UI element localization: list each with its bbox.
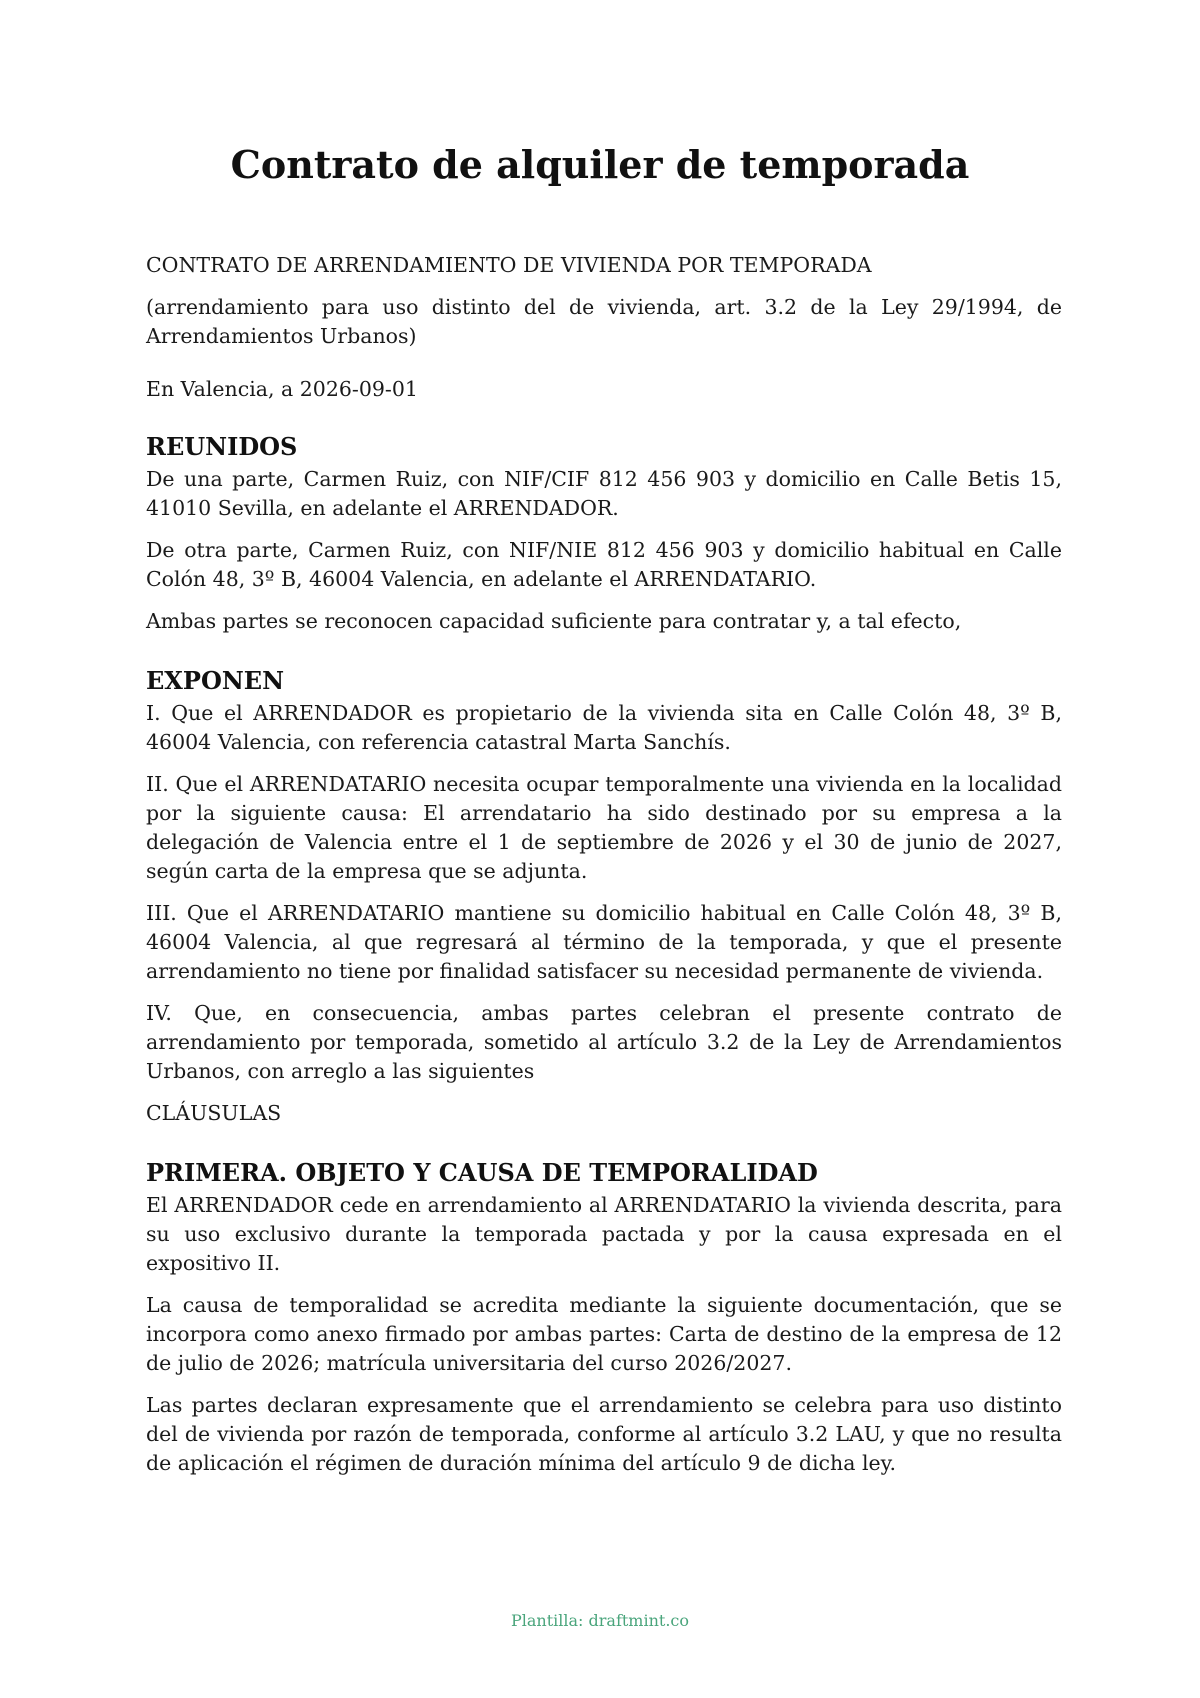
paragraph-primera-declaracion: Las partes declaran expresamente que el arrendamiento se celebra para uso distinto del de vivienda por razón de temporada, conforme al artículo 3.2 LAU, y que no resulta de aplicación el régimen de duración mínima del artículo 9 de dicha ley.	[146, 1393, 1062, 1475]
paragraph-arrendatario: De otra parte, Carmen Ruiz, con NIF/NIE 812 456 903 y domicilio habitual en Calle Colón 48, 3º B, 46004 Valencia, en adelante el ARRENDATARIO.	[146, 538, 1062, 591]
contract-header-line: CONTRATO DE ARRENDAMIENTO DE VIVIENDA POR TEMPORADA	[146, 253, 872, 277]
section-heading-primera: PRIMERA. OBJETO Y CAUSA DE TEMPORALIDAD	[146, 1158, 818, 1187]
paragraph-arrendador: De una parte, Carmen Ruiz, con NIF/CIF 812 456 903 y domicilio en Calle Betis 15, 41010 Sevilla, en adelante el ARRENDADOR.	[146, 467, 1062, 520]
paragraph-exponen-ii: II. Que el ARRENDATARIO necesita ocupar temporalmente una vivienda en la localidad por la siguiente causa: El arrendatario ha sido destinado por su empresa a la delegación de Valencia entre el 1 de septiembre de 2026 y el 30 de junio de 2027, según carta de la empresa que se adjunta.	[146, 772, 1062, 883]
document-body	[146, 251, 1062, 1491]
document-title: Contrato de alquiler de temporada	[230, 142, 970, 187]
section-heading-exponen: EXPONEN	[146, 666, 285, 695]
contract-subtitle: (arrendamiento para uso distinto del de vivienda, art. 3.2 de la Ley 29/1994, de Arrendamientos Urbanos)	[146, 295, 1062, 348]
clausulas-label: CLÁUSULAS	[146, 1101, 282, 1125]
paragraph-exponen-iv: IV. Que, en consecuencia, ambas partes celebran el presente contrato de arrendamiento por temporada, sometido al artículo 3.2 de la Ley de Arrendamientos Urbanos, con arreglo a las siguientes	[146, 1001, 1062, 1083]
paragraph-capacidad: Ambas partes se reconocen capacidad suficiente para contratar y, a tal efecto,	[146, 609, 962, 633]
paragraph-primera-objeto: El ARRENDADOR cede en arrendamiento al ARRENDATARIO la vivienda descrita, para su uso exclusivo durante la temporada pactada y por la causa expresada en el expositivo II.	[146, 1193, 1062, 1275]
footer-template-link[interactable]: Plantilla: draftmint.co	[510, 1611, 689, 1630]
paragraph-exponen-iii: III. Que el ARRENDATARIO mantiene su domicilio habitual en Calle Colón 48, 3º B, 46004 Valencia, al que regresará al término de la temporada, y que el presente arrendamiento no tiene por finalidad satisfacer su necesidad permanente de vivienda.	[146, 901, 1062, 983]
paragraph-primera-causa: La causa de temporalidad se acredita mediante la siguiente documentación, que se incorpora como anexo firmado por ambas partes: Carta de destino de la empresa de 12 de julio de 2026; matrícula universitaria del curso 2026/2027.	[146, 1293, 1062, 1375]
place-date: En Valencia, a 2026-09-01	[146, 377, 418, 401]
paragraph-exponen-i: I. Que el ARRENDADOR es propietario de la vivienda sita en Calle Colón 48, 3º B, 46004 Valencia, con referencia catastral Marta Sanchís.	[146, 701, 1062, 754]
section-heading-reunidos: REUNIDOS	[146, 432, 298, 461]
